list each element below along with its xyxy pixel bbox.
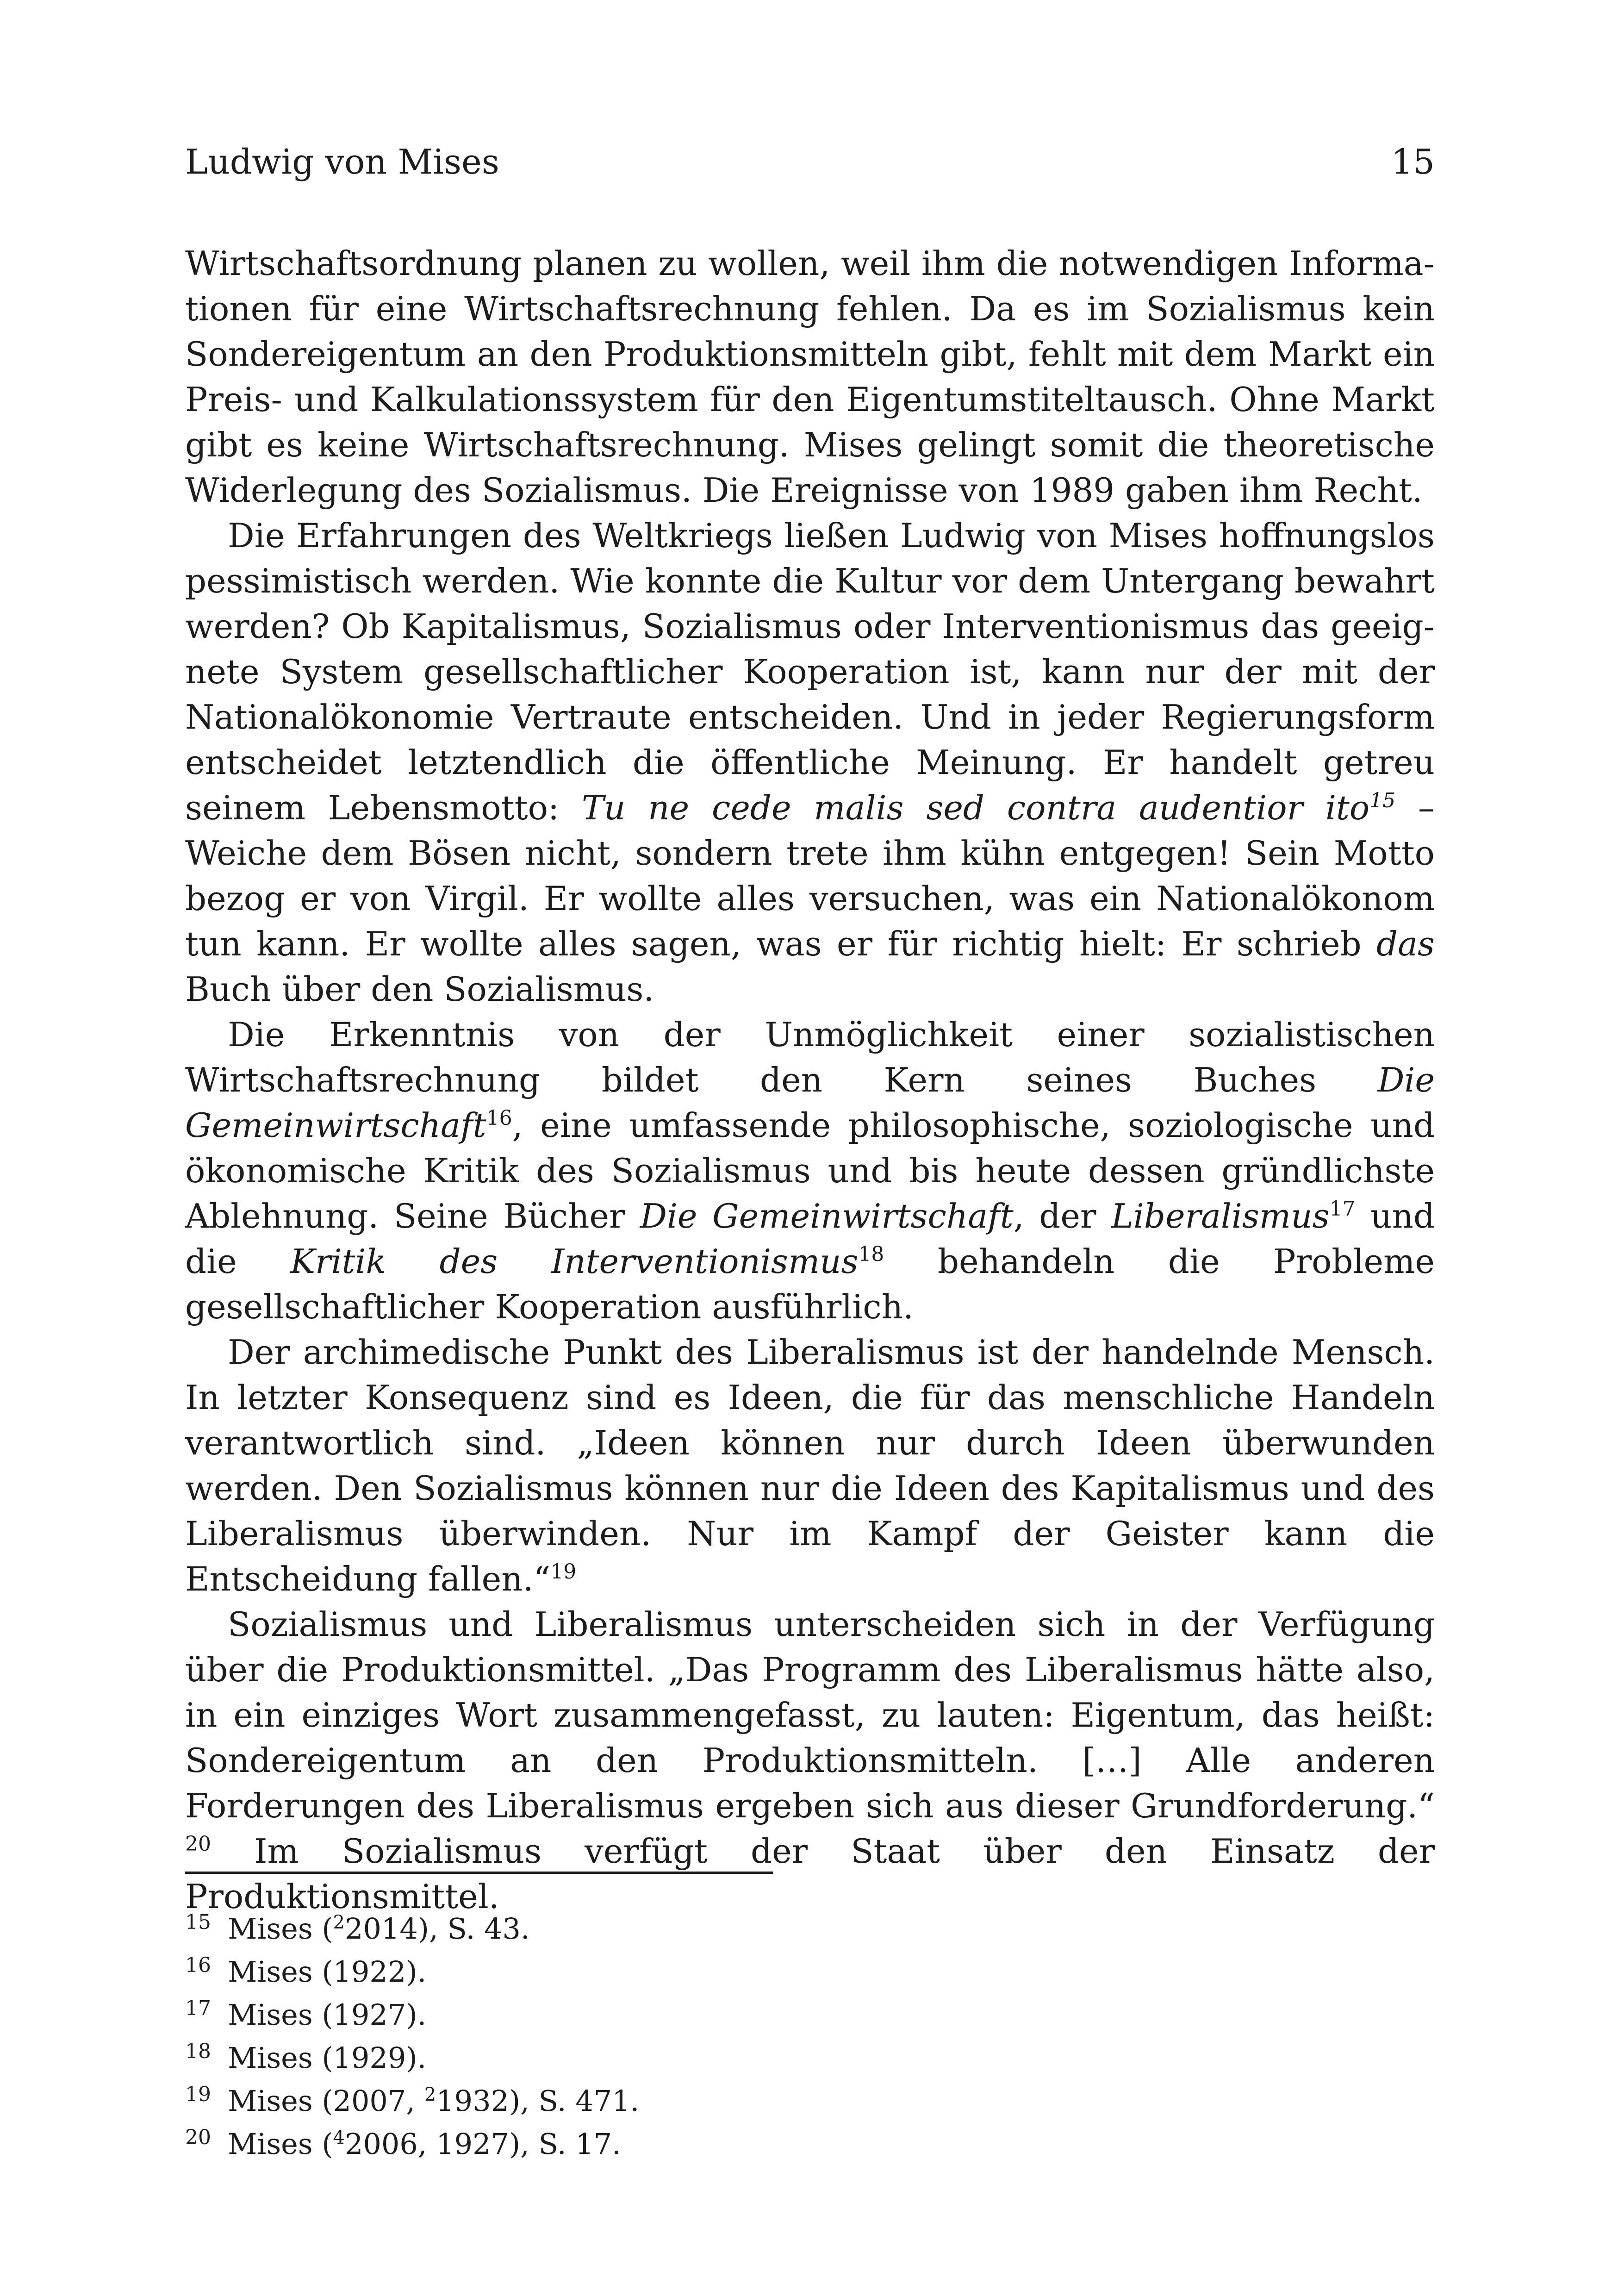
footnote xyxy=(185,1907,1435,1950)
footnote-number: 16 xyxy=(185,1953,211,1977)
italic-text: Kritik des Interventionismus xyxy=(290,1242,859,1281)
running-head-author: Ludwig von Mises xyxy=(185,142,499,182)
footnote xyxy=(185,2036,1435,2079)
edition-superscript: 2 xyxy=(333,1912,345,1933)
italic-text: Die Gemeinwirtschaft xyxy=(640,1197,1014,1235)
footnote-number: 18 xyxy=(185,2040,211,2063)
book-page xyxy=(185,0,1435,2296)
footnote-text xyxy=(228,1907,530,1950)
body-paragraph xyxy=(185,1012,1435,1329)
footnote xyxy=(185,1993,1435,2036)
footnote-number: 15 xyxy=(185,1910,211,1934)
footnotes xyxy=(185,1907,1435,2165)
italic-text: Liberalismus xyxy=(1111,1197,1330,1235)
text-run: , eine umfassende philosophische, soziologische und ökonomische Kritik des Sozialismus und bis heute dessen gründlichste Ablehnung. Seine Bücher xyxy=(185,1106,1435,1235)
body-text xyxy=(185,241,1435,1919)
footnote xyxy=(185,2079,1435,2122)
text-run: Die Erfahrungen des Weltkriegs ließen Ludwig von Mises hoffnungslos pessimistisch werden. Wie konnte die Kultur vor dem Untergang bewahrt werden? Ob Kapitalismus, Sozialismus oder Interventionismus das geeignete System gesellschaftlicher Kooperation ist, kann nur der mit der Nationalökonomie Vertraute entscheiden. Und in jeder Regierungsform entscheidet letztendlich die öffentliche Meinung. Er handelt getreu seinem Lebensmotto: xyxy=(185,516,1435,827)
footnote-text-run: Mises (1927). xyxy=(228,1998,427,2032)
text-run: Der archimedische Punkt des Liberalismus ist der handelnde Mensch. In letzter Konsequenz sind es Ideen, die für das menschliche Handeln verantwortlich sind. „Ideen können nur durch Ideen überwunden werden. Den Sozialismus können nur die Ideen des Kapitalismus und des Liberalismus überwinden. Nur im Kampf der Geister kann die Entscheidung fallen.“ xyxy=(185,1333,1435,1598)
footnote-text-run: 1932), S. 471. xyxy=(436,2084,640,2118)
footnote-reference: 20 xyxy=(185,1832,211,1856)
text-run: – Weiche dem Bösen nicht, sondern trete ihm kühn entgegen! Sein Motto bezog er von Virgil. Er wollte alles versuchen, was ein Nationalökonom tun kann. Er wollte alles sagen, was er für richtig hielt: Er schrieb xyxy=(185,788,1435,963)
body-paragraph xyxy=(185,241,1435,513)
footnote-reference: 15 xyxy=(1369,789,1396,812)
footnote-number: 20 xyxy=(185,2126,211,2149)
footnote-reference: 17 xyxy=(1329,1197,1356,1221)
footnote xyxy=(185,1950,1435,1993)
text-run: behandeln die Probleme gesellschaftlicher Kooperation ausführlich. xyxy=(185,1242,1435,1326)
footnote-number: 17 xyxy=(185,1997,211,2020)
edition-superscript: 4 xyxy=(333,2127,345,2148)
italic-text: Tu ne cede malis sed contra audentior ito xyxy=(581,788,1370,827)
footnote-number: 19 xyxy=(185,2083,211,2106)
footnote-text xyxy=(228,2079,639,2122)
footnote-text xyxy=(228,2122,621,2165)
italic-text: das xyxy=(1376,924,1435,963)
text-run: und die xyxy=(185,1197,1435,1281)
page-number: 15 xyxy=(1391,142,1435,182)
footnote-text-run: Mises ( xyxy=(228,1912,333,1946)
text-run: Die Erkenntnis von der Unmöglichkeit einer sozialistischen Wirtschaftsrechnung bildet den Kern seines Buches xyxy=(185,1015,1435,1099)
footnote-text-run: Mises ( xyxy=(228,2127,333,2161)
running-head xyxy=(185,139,1435,185)
text-run: Wirtschaftsordnung planen zu wollen, weil ihm die notwendigen Informationen für eine Wirtschaftsrechnung fehlen. Da es im Sozialismus kein Sondereigentum an den Produktionsmitteln gibt, fehlt mit dem Markt ein Preis- und Kalkulationssystem für den Eigentumstiteltausch. Ohne Markt gibt es keine Wirtschaftsrechnung. Mises gelingt somit die theoretische Widerlegung des Sozialismus. Die Ereignisse von 1989 gaben ihm Recht. xyxy=(185,244,1435,510)
body-paragraph xyxy=(185,513,1435,1012)
footnote-reference: 16 xyxy=(486,1106,512,1130)
italic-text: Die Gemeinwirtschaft xyxy=(185,1061,1435,1145)
footnote-text xyxy=(228,1950,426,1993)
footnote-text-run: Mises (2007, xyxy=(228,2084,424,2118)
footnote-text-run: Mises (1922). xyxy=(228,1955,427,1989)
text-run: Buch über den Sozialismus. xyxy=(185,970,654,1009)
footnote-divider xyxy=(185,1872,773,1874)
footnote-text-run: 2014), S. 43. xyxy=(345,1912,530,1946)
body-paragraph xyxy=(185,1329,1435,1602)
footnote-text-run: Mises (1929). xyxy=(228,2041,427,2075)
text-run: Im Sozialismus verfügt der Staat über den Einsatz der Produktionsmittel. xyxy=(185,1832,1435,1916)
footnote-text xyxy=(228,2036,426,2079)
footnote xyxy=(185,2122,1435,2165)
footnote-reference: 19 xyxy=(550,1560,577,1584)
footnote-reference: 18 xyxy=(858,1242,884,1266)
text-run: , der xyxy=(1013,1197,1112,1235)
footnote-text-run: 2006, 1927), S. 17. xyxy=(345,2127,621,2161)
edition-superscript: 2 xyxy=(424,2084,436,2105)
footnote-text xyxy=(228,1993,426,2036)
text-run: Sozialismus und Liberalismus unterscheiden sich in der Verfügung über die Produktionsmittel. „Das Programm des Liberalismus hätte also, in ein einziges Wort zusammengefasst, zu lauten: Eigentum, das heißt: Sondereigentum an den Produktionsmitteln. […] Alle anderen Forderungen des Liberalismus ergeben sich aus dieser Grundforderung.“ xyxy=(185,1605,1435,1825)
